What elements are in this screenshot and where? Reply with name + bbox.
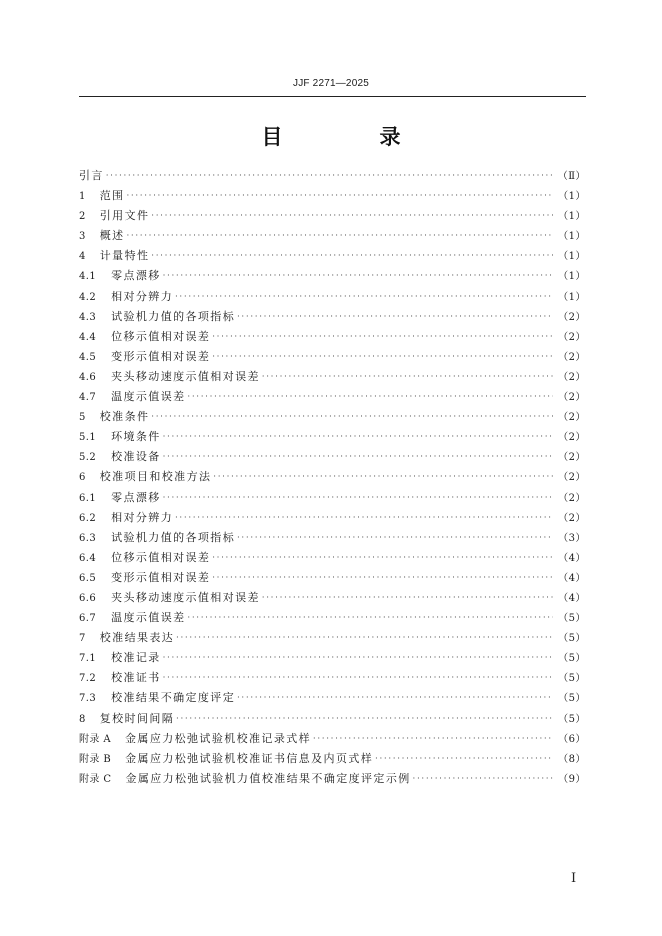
- toc-entry-title: 试验机力值的各项指标: [111, 309, 236, 323]
- toc-entry-page: （2）: [558, 472, 586, 484]
- dot-leader: [212, 548, 553, 568]
- dot-leader: [188, 608, 553, 628]
- dot-leader: [262, 588, 553, 608]
- dot-leader: [127, 226, 553, 246]
- toc-entry-page: （1）: [558, 251, 586, 263]
- toc-entry-number: 4.6: [79, 371, 97, 383]
- toc-entry-number: 1: [79, 191, 86, 203]
- dot-leader: [213, 467, 553, 487]
- toc-entry-title: 温度示值误差: [111, 611, 186, 625]
- toc-entry[interactable]: [79, 186, 586, 206]
- dot-leader: [151, 407, 553, 427]
- toc-entry-number: 6.2: [79, 512, 97, 524]
- toc-entry-number: 附录 C: [79, 773, 112, 785]
- toc-entry-page: （1）: [558, 271, 586, 283]
- toc-entry-title: 校准条件: [99, 410, 150, 424]
- toc-entry-page: （2）: [558, 392, 586, 404]
- toc-entry-number: 附录 B: [79, 753, 112, 765]
- toc-entry-page: （1）: [558, 231, 586, 243]
- toc-entry-page: （4）: [558, 572, 586, 584]
- dot-leader: [176, 709, 553, 729]
- toc-entry[interactable]: [79, 467, 586, 487]
- toc-entry-page: （5）: [558, 673, 586, 685]
- toc-entry-number: 4.3: [79, 311, 97, 323]
- toc-entry-title: 位移示值相对误差: [111, 550, 211, 564]
- toc-entry-title: 试验机力值的各项指标: [111, 530, 236, 544]
- toc-entry-page: （6）: [558, 733, 586, 745]
- dot-leader: [163, 266, 553, 286]
- toc-entry-number: 3: [79, 231, 86, 243]
- toc-entry-title: 金属应力松弛试验机校准记录式样: [125, 731, 312, 745]
- dot-leader: [237, 688, 553, 708]
- toc-entry-page: （2）: [558, 311, 586, 323]
- toc-entry-page: （4）: [558, 592, 586, 604]
- toc-entry[interactable]: [79, 246, 586, 266]
- page-number: Ⅰ: [571, 870, 577, 885]
- toc-entry-title: 校准结果表达: [99, 631, 175, 645]
- toc-entry-number: 4.1: [79, 271, 97, 283]
- toc-entry-page: （1）: [558, 291, 586, 303]
- toc-entry-number: 7.2: [79, 673, 97, 685]
- toc-entry-number: 附录 A: [79, 733, 112, 745]
- dot-leader: [163, 427, 553, 447]
- dot-leader: [151, 246, 553, 266]
- toc-entry[interactable]: [79, 608, 586, 628]
- dot-leader: [237, 307, 553, 327]
- toc-entry-title: 金属应力松弛试验机力值校准结果不确定度评定示例: [125, 771, 411, 785]
- toc-entry-title: 引用文件: [99, 209, 150, 223]
- toc-entry-number: 6.1: [79, 492, 97, 504]
- toc-entry-title: 温度示值误差: [111, 390, 186, 404]
- toc-entry[interactable]: [79, 287, 586, 307]
- toc-entry-page: （5）: [558, 653, 586, 665]
- toc-entry-number: 7.3: [79, 693, 97, 705]
- toc-entry-page: （1）: [558, 211, 586, 223]
- toc-entry-number: 6.4: [79, 552, 97, 564]
- dot-leader: [188, 387, 553, 407]
- toc-entry-page: （2）: [558, 432, 586, 444]
- dot-leader: [212, 327, 553, 347]
- dot-leader: [262, 367, 553, 387]
- dot-leader: [151, 206, 553, 226]
- toc-entry-number: 4: [79, 251, 86, 263]
- toc-entry-title: 夹头移动速度示值相对误差: [111, 590, 260, 604]
- dot-leader: [413, 769, 553, 789]
- toc-entry[interactable]: [79, 387, 586, 407]
- toc-entry-title: 校准记录: [111, 651, 161, 665]
- toc-entry-page: （5）: [558, 613, 586, 625]
- toc-entry-title: 零点漂移: [111, 490, 161, 504]
- toc-entry-number: 5.1: [79, 432, 97, 444]
- dot-leader: [163, 668, 553, 688]
- toc-entry-title: 复校时间间隔: [99, 711, 175, 725]
- toc-entry-title: 金属应力松弛试验机校准证书信息及内页式样: [125, 751, 374, 765]
- toc-entry-page: （Ⅱ）: [557, 171, 586, 182]
- toc-entry-page: （2）: [558, 371, 586, 383]
- toc-entry-title: 校准项目和校准方法: [99, 470, 212, 484]
- toc-entry-title: 相对分辨力: [111, 510, 174, 524]
- dot-leader: [127, 186, 553, 206]
- dot-leader: [212, 568, 553, 588]
- toc-entry-title: 计量特性: [99, 249, 150, 263]
- dot-leader: [375, 749, 553, 769]
- toc-entry[interactable]: [79, 729, 586, 749]
- toc-entry[interactable]: [79, 688, 586, 708]
- toc-entry[interactable]: [79, 648, 586, 668]
- toc-entry[interactable]: [79, 427, 586, 447]
- table-of-contents: [79, 166, 586, 789]
- toc-entry-page: （4）: [558, 552, 586, 564]
- toc-entry-title: 相对分辨力: [111, 289, 174, 303]
- dot-leader: [106, 166, 553, 186]
- toc-entry-number: 6.5: [79, 572, 97, 584]
- dot-leader: [175, 287, 553, 307]
- toc-entry-title: 引言: [79, 169, 104, 182]
- toc-entry-number: 5: [79, 412, 86, 424]
- toc-entry-number: 4.4: [79, 331, 97, 343]
- toc-entry-number: 8: [79, 713, 86, 725]
- toc-entry-number: 5.2: [79, 452, 97, 464]
- dot-leader: [237, 528, 553, 548]
- toc-entry-page: （1）: [558, 191, 586, 203]
- toc-entry[interactable]: [79, 769, 586, 789]
- toc-entry-page: （3）: [558, 532, 586, 544]
- toc-entry[interactable]: [79, 367, 586, 387]
- dot-leader: [175, 508, 553, 528]
- toc-entry-title: 环境条件: [111, 430, 161, 444]
- toc-entry[interactable]: [79, 206, 586, 226]
- toc-entry-page: （2）: [558, 412, 586, 424]
- dot-leader: [212, 347, 553, 367]
- toc-entry[interactable]: [79, 307, 586, 327]
- toc-entry-title: 校准证书: [111, 671, 161, 685]
- toc-entry-title: 校准设备: [111, 450, 161, 464]
- toc-entry[interactable]: [79, 668, 586, 688]
- toc-entry[interactable]: [79, 508, 586, 528]
- toc-entry-number: 4.5: [79, 351, 97, 363]
- toc-entry-page: （8）: [558, 753, 586, 765]
- toc-entry[interactable]: [79, 548, 586, 568]
- toc-entry-page: （9）: [558, 773, 586, 785]
- toc-entry[interactable]: [79, 588, 586, 608]
- toc-entry-number: 4.7: [79, 392, 97, 404]
- toc-entry-number: 6.3: [79, 532, 97, 544]
- toc-entry-number: 6.7: [79, 613, 97, 625]
- toc-entry[interactable]: [79, 166, 586, 186]
- dot-leader: [163, 488, 553, 508]
- toc-entry-number: 7: [79, 633, 86, 645]
- header-rule: [79, 96, 586, 97]
- toc-entry-number: 6.6: [79, 592, 97, 604]
- toc-title: 目 录: [261, 125, 439, 149]
- toc-entry-page: （5）: [558, 713, 586, 725]
- toc-entry-title: 校准结果不确定度评定: [111, 691, 236, 705]
- toc-entry[interactable]: [79, 568, 586, 588]
- toc-entry-title: 夹头移动速度示值相对误差: [111, 369, 260, 383]
- toc-entry[interactable]: [79, 528, 586, 548]
- toc-entry-number: 4.2: [79, 291, 97, 303]
- dot-leader: [313, 729, 553, 749]
- toc-entry[interactable]: [79, 327, 586, 347]
- toc-entry-title: 变形示值相对误差: [111, 570, 211, 584]
- toc-entry[interactable]: [79, 709, 586, 729]
- toc-entry[interactable]: [79, 447, 586, 467]
- toc-entry-title: 位移示值相对误差: [111, 329, 211, 343]
- toc-entry-title: 变形示值相对误差: [111, 349, 211, 363]
- toc-entry-number: 6: [79, 472, 86, 484]
- standard-code-header: JJF 2271—2025: [293, 78, 369, 89]
- toc-entry-number: 2: [79, 211, 86, 223]
- toc-entry-page: （2）: [558, 492, 586, 504]
- toc-entry-page: （2）: [558, 351, 586, 363]
- toc-entry-title: 概述: [99, 229, 125, 243]
- toc-entry[interactable]: [79, 226, 586, 246]
- toc-entry-title: 范围: [99, 189, 125, 203]
- toc-entry-page: （2）: [558, 512, 586, 524]
- toc-entry-page: （2）: [558, 452, 586, 464]
- dot-leader: [163, 648, 553, 668]
- toc-entry[interactable]: [79, 407, 586, 427]
- dot-leader: [163, 447, 553, 467]
- toc-entry-page: （5）: [558, 693, 586, 705]
- toc-entry[interactable]: [79, 488, 586, 508]
- toc-entry-title: 零点漂移: [111, 269, 161, 283]
- toc-entry[interactable]: [79, 347, 586, 367]
- dot-leader: [176, 628, 553, 648]
- toc-entry-page: （2）: [558, 331, 586, 343]
- toc-entry[interactable]: [79, 628, 586, 648]
- toc-entry-number: 7.1: [79, 653, 97, 665]
- toc-entry[interactable]: [79, 749, 586, 769]
- toc-entry[interactable]: [79, 266, 586, 286]
- toc-entry-page: （5）: [558, 633, 586, 645]
